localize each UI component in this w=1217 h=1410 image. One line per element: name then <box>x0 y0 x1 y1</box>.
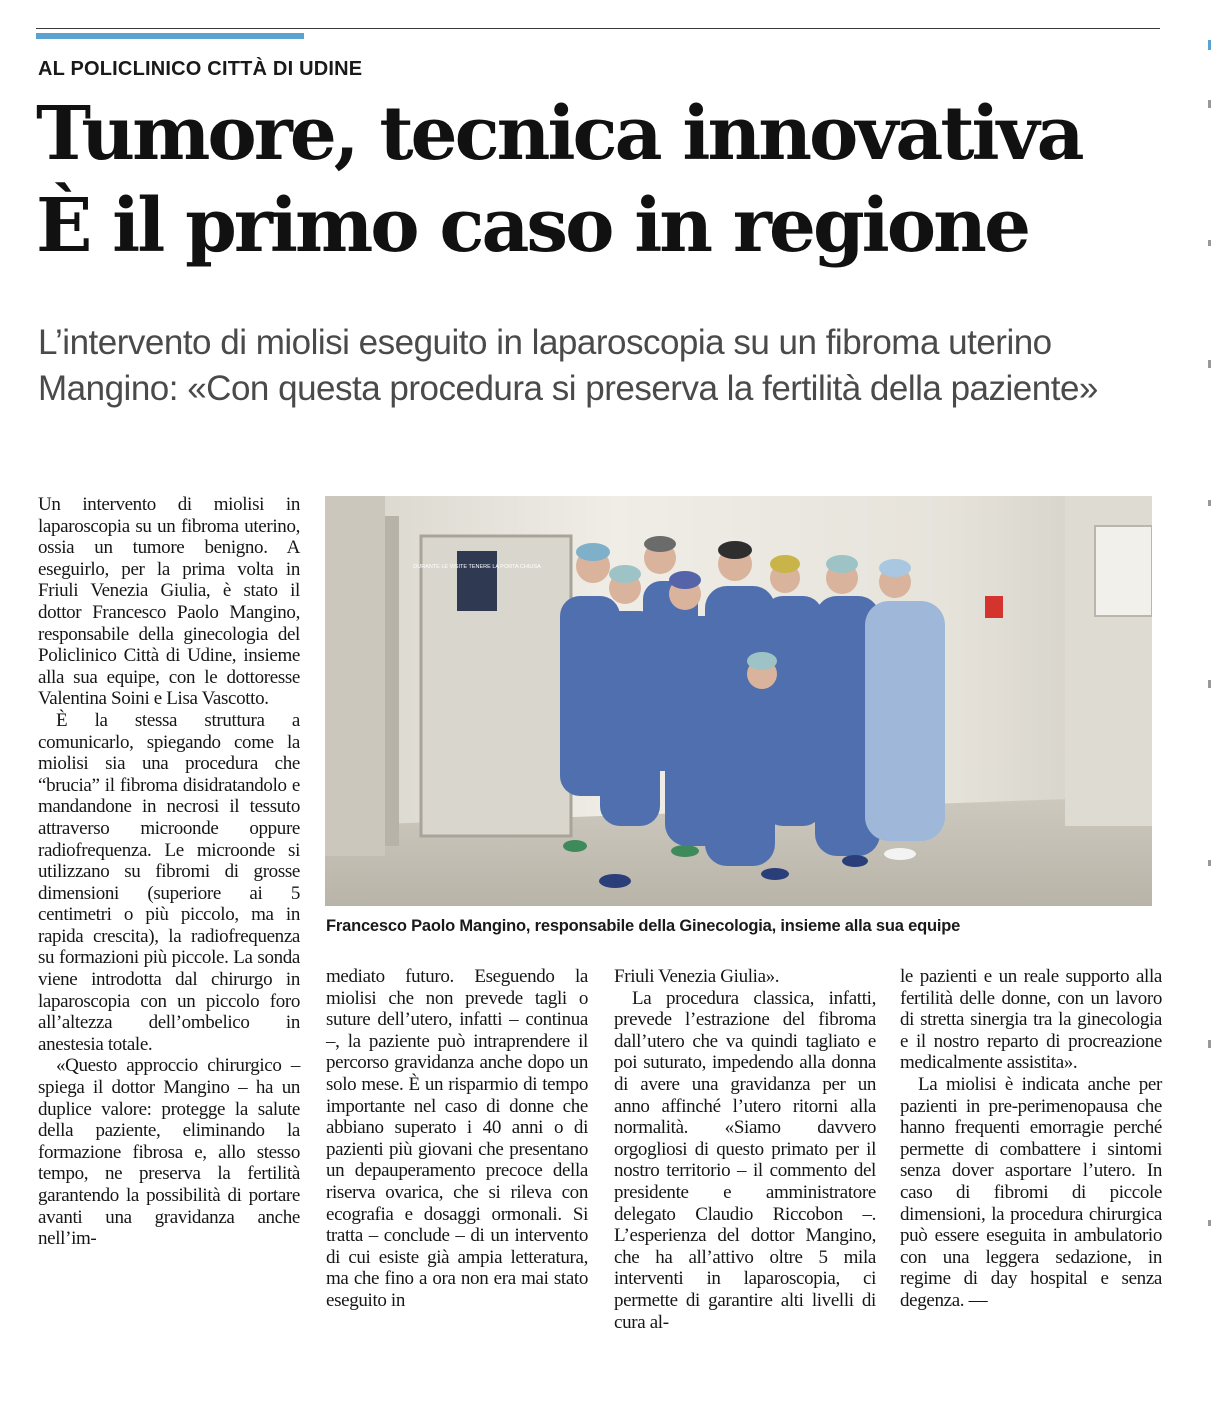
deck-line-2: Mangino: «Con questa procedura si preserva la fertilità della paziente» <box>38 369 1098 408</box>
paragraph: le pazienti e un reale supporto alla fertilità delle donne, con un lavoro di stretta sinergia tra la ginecologia e il nostro reparto di procreazione medicalmente assistita». <box>900 966 1162 1074</box>
paragraph: Friuli Venezia Giulia». <box>614 966 780 987</box>
article-column-3 <box>614 966 876 1333</box>
paragraph: «Questo approccio chirurgico – spiega il dottor Mangino – ha un duplice valore: protegge la salute della paziente, eliminando la formazione fibrosa e, allo stesso tempo, ne preserva la fertilità garantendo la possibilità di portare avanti una gravidanza anche nell’im- <box>38 1055 300 1250</box>
paragraph: La procedura classica, infatti, prevede l’estrazione del fibroma dall’utero che va quindi tagliato e poi suturato, impedendo alla donna di avere una gravidanza per un anno affinché l’utero ritorni alla normalità. «Siamo davvero orgogliosi di questo primato per il nostro territorio – il commento del presidente e amministratore delegato Claudio Riccobon –. L’esperienza del dottor Mangino, che ha all’attivo oltre 5 mila interventi in laparoscopia, ci permette di garantire alti livelli di cura al- <box>614 987 876 1333</box>
deck-subtitle <box>38 320 1158 412</box>
adjacent-page-edge <box>1208 40 1212 1340</box>
top-rule <box>36 28 1160 29</box>
paragraph: mediato futuro. Eseguendo la miolisi che non prevede tagli o suture dell’utero, infatti – continua –, la paziente può intraprendere il percorso gravidanza anche dopo un solo mese. È un risparmio di tempo importante nel caso di donne che abbiano superato i 40 anni o di pazienti più giovani che presentano un depauperamento precoce della riserva ovarica, che si rileva con ecografia e dosaggi ormonali. Si tratta – conclude – di un intervento di cui esiste già ampia letteratura, ma che fino a ora non era mai stato eseguito in <box>326 966 588 1311</box>
article-column-1 <box>38 494 300 1250</box>
article-column-2 <box>326 966 588 1312</box>
paragraph: È la stessa struttura a comunicarlo, spiegando come la miolisi sia una procedura che “brucia” il fibroma disidratandolo e mandandone in necrosi il tessuto attraverso microonde oppure radiofrequenza. Le microonde si utilizzano su fibromi di grosse dimensioni (superiore ai 5 centimetri o più piccolo, ma in rapida crescita), la radiofrequenza su formazioni più piccole. La sonda viene introdotta dal chirurgo in laparoscopia con un piccolo foro all’altezza dell’ombelico in anestesia totale. <box>38 709 300 1055</box>
article-column-4 <box>900 966 1162 1312</box>
deck-line-1: L’intervento di miolisi eseguito in laparoscopia su un fibroma uterino <box>38 323 1052 362</box>
photo-caption: Francesco Paolo Mangino, responsabile della Ginecologia, insieme alla sua equipe <box>326 917 961 935</box>
section-accent-bar <box>36 33 304 39</box>
headline <box>36 88 1176 272</box>
paragraph: La miolisi è indicata anche per pazienti in pre-perimenopausa che hanno frequenti emorragie perché permette di combattere i sintomi senza dover asportare l’utero. In caso di fibromi di piccole dimensioni, la procedura chirurgica può essere eseguita in ambulatorio con una leggera sedazione, in regime di day hospital e senza degenza. — <box>900 1073 1162 1311</box>
headline-line-2: È il primo caso in regione <box>36 183 1029 269</box>
paragraph: Un intervento di miolisi in laparoscopia su un fibroma uterino, ossia un tumore benigno. A eseguirlo, per la prima volta in Friuli Venezia Giulia, è stato il dottor Francesco Paolo Mangino, responsabile della ginecologia del Policlinico Città di Udine, insieme alla sua equipe, con le dottoresse Valentina Soini e Lisa Vascotto. <box>38 494 300 710</box>
kicker: AL POLICLINICO CITTÀ DI UDINE <box>38 58 363 80</box>
team-photo <box>325 496 1152 906</box>
headline-line-1: Tumore, tecnica innovativa <box>36 91 1082 177</box>
door-sign-text: DURANTE LE VISITE TENERE LA PORTA CHIUSA <box>413 564 541 570</box>
